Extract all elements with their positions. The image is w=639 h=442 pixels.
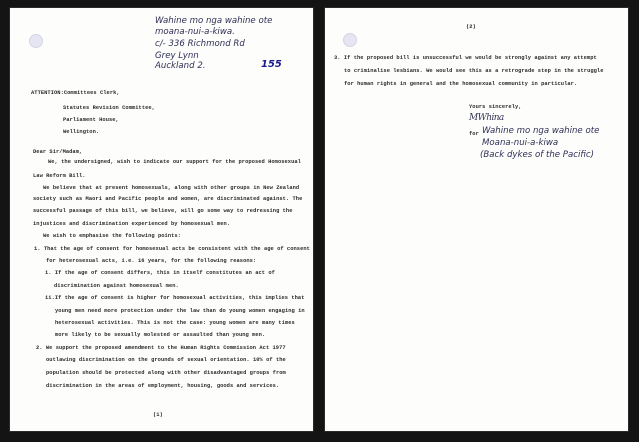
point-3: 3. If the proposed bill is unsuccessful we would be strongly against any attempt bbox=[334, 55, 597, 61]
attention-line: ATTENTION:Committees Clerk, bbox=[31, 90, 120, 96]
body-line: to criminalise lesbians. We would see this as a retrograde step in the struggle bbox=[344, 68, 604, 74]
body-line: more likely to be sexually molested or assaulted than young men. bbox=[55, 332, 266, 338]
signatory-line3: (Back dykes of the Pacific) bbox=[480, 150, 595, 160]
body-line: young men need more protection under the law than do young women engaging in bbox=[55, 308, 305, 314]
page-number: (2) bbox=[466, 24, 476, 30]
letter-page-1 bbox=[10, 8, 313, 431]
body-line: discrimination in the areas of employment, housing, goods and services. bbox=[46, 383, 280, 389]
body-line: injustices and discrimination experienced by homosexual men. bbox=[33, 221, 231, 227]
point-1-i: i. If the age of consent differs, this in itself constitutes an act of bbox=[45, 270, 275, 276]
handwritten-org-name-line1: Wahine mo nga wahine ote bbox=[155, 16, 273, 26]
handwritten-address-line2: Grey Lynn bbox=[155, 51, 199, 61]
body-line: for heterosexual acts, i.e. 16 years, for the following reasons: bbox=[46, 258, 257, 264]
body-line: outlawing discrimination on the grounds of sexual orientation. 10% of the bbox=[46, 357, 286, 363]
page-number: (1) bbox=[153, 412, 163, 418]
handwritten-address-line3: Auckland 2. bbox=[155, 61, 206, 71]
body-line: We wish to emphasise the following points: bbox=[43, 233, 181, 239]
body-line: heterosexual activities. This is not the case: young women are many times bbox=[55, 320, 295, 326]
letter-page-2 bbox=[325, 8, 628, 431]
signature: MWhina bbox=[469, 113, 504, 123]
punch-hole bbox=[29, 34, 43, 48]
body-line: We believe that at present homosexuals, along with other groups in New Zealand bbox=[43, 185, 300, 191]
body-line: successful passage of this bill, we believe, will go some way to redressing the bbox=[33, 208, 293, 214]
body-line: Law Reform Bill. bbox=[33, 173, 86, 179]
body-line: We, the undersigned, wish to indicate our support for the proposed Homosexual bbox=[48, 159, 301, 165]
signatory-line1: Wahine mo nga wahine ote bbox=[482, 126, 600, 136]
body-line: for human rights in general and the homosexual community in particular. bbox=[344, 81, 578, 87]
address-line: Parliament House, bbox=[63, 117, 119, 123]
handwritten-org-name-line2: moana-nui-a-kiwa. bbox=[155, 27, 235, 37]
handwritten-address-line1: c/- 336 Richmond Rd bbox=[155, 39, 245, 49]
body-line: society such as Maori and Pacific people and women, are discriminated against. The bbox=[33, 196, 303, 202]
address-line: Statutes Revision Committee, bbox=[63, 105, 155, 111]
signatory-line2: Moana-nui-a-kiwa bbox=[482, 138, 559, 148]
point-1-ii: ii.If the age of consent is higher for homosexual activities, this implies that bbox=[45, 295, 305, 301]
body-line: discrimination against homosexual men. bbox=[54, 283, 179, 289]
reference-number: 155 bbox=[261, 59, 282, 70]
salutation: Dear Sir/Madam, bbox=[33, 149, 83, 155]
point-1: 1. That the age of consent for homosexual acts be consistent with the age of consent bbox=[34, 246, 310, 252]
punch-hole bbox=[343, 33, 357, 47]
closing: Yours sincerely, bbox=[469, 104, 522, 110]
address-line: Wellington. bbox=[63, 129, 100, 135]
for-prefix: for bbox=[469, 131, 479, 137]
point-2: 2. We support the proposed amendment to the Human Rights Commission Act 1977 bbox=[36, 345, 286, 351]
body-line: population should be protected along with other disadvantaged groups from bbox=[46, 370, 286, 376]
